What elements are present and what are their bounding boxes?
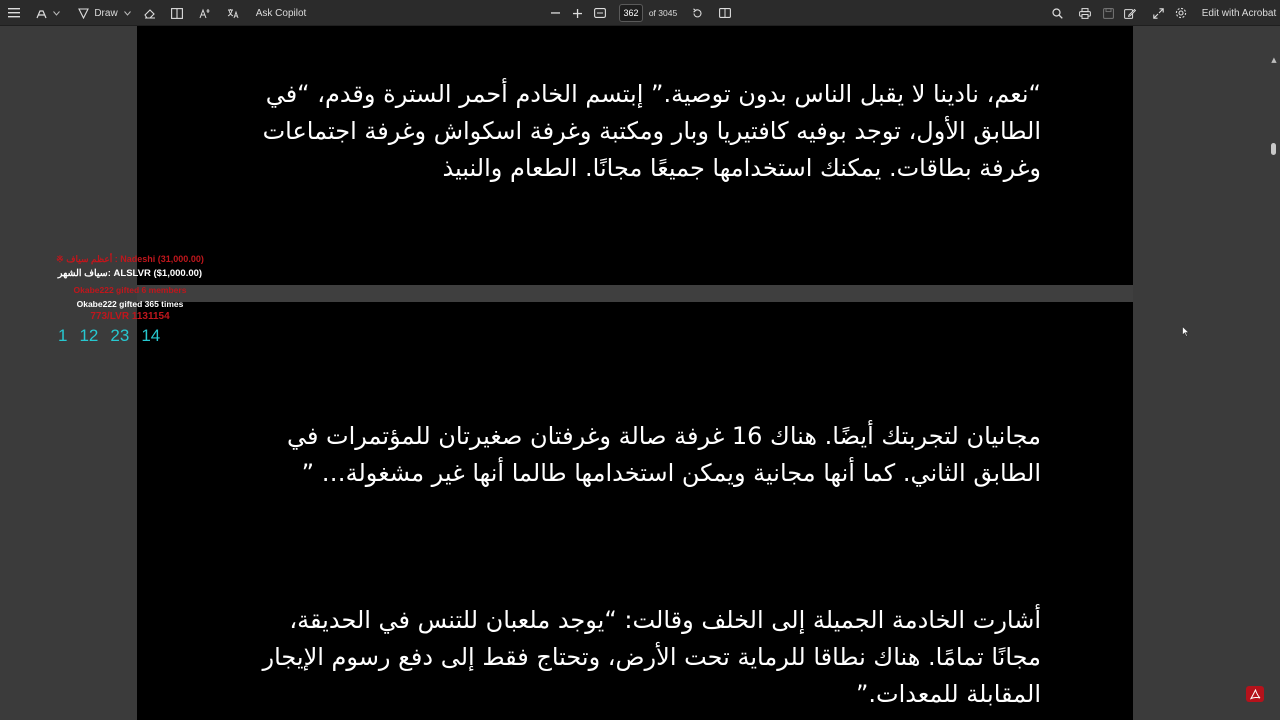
document-viewer[interactable]	[0, 26, 1280, 720]
text-box-icon[interactable]	[170, 0, 184, 26]
translate-icon[interactable]	[226, 0, 240, 26]
gear-icon[interactable]	[1174, 0, 1188, 26]
overlay-top-donor: ※ أعظم سياف : Nadeshi (31,000.00)	[56, 254, 204, 264]
mouse-cursor-icon	[1182, 322, 1190, 333]
edit-with-acrobat-button[interactable]: Edit with Acrobat	[1201, 7, 1277, 19]
eraser-icon[interactable]	[143, 0, 157, 26]
menu-icon[interactable]	[6, 0, 22, 26]
overlay-numbers	[58, 326, 160, 346]
paragraph: “نعم، نادينا لا يقبل الناس بدون توصية.” إبتسم الخادم أحمر السترة وقدم، “في الطابق الأول، توجد بوفيه كافتيريا وبار ومكتبة وغرفة اسكواش وغرفة اجتماعات وغرفة بطاقات. يمكنك استخدامها جميعًا مجانًا. الطعام والنبيذ	[262, 80, 1041, 182]
rotate-icon[interactable]	[690, 0, 704, 26]
pdf-page	[137, 26, 1133, 285]
page-number-input[interactable]: 362	[619, 4, 643, 22]
overlay-number: 23	[110, 326, 130, 345]
page-total: of 3045	[648, 8, 678, 18]
draw-button[interactable]: Draw	[94, 7, 118, 19]
save-icon[interactable]	[1101, 0, 1115, 26]
fit-page-icon[interactable]	[593, 0, 607, 26]
overlay-number: 1	[58, 326, 68, 345]
overlay-gift-line: Okabe222 gifted 6 members	[73, 285, 187, 295]
font-size-icon[interactable]	[198, 0, 212, 26]
scrollbar-thumb[interactable]	[1271, 143, 1276, 155]
acrobat-toolbar	[0, 0, 1280, 26]
zoom-out-icon[interactable]	[549, 0, 561, 26]
chevron-down-icon[interactable]	[51, 0, 61, 26]
ask-copilot-button[interactable]: Ask Copilot	[255, 7, 307, 19]
draw-icon[interactable]	[76, 0, 90, 26]
paragraph: أشارت الخادمة الجميلة إلى الخلف وقالت: “يوجد ملعبان للتنس في الحديقة، مجانًا تمامًا. هناك نطاقا للرماية تحت الأرض، وتحتاج فقط إلى دفع رسوم الإيجار المقابلة للمعدات.”	[262, 606, 1041, 708]
paragraph: مجانيان لتجربتك أيضًا. هناك 16 غرفة صالة وغرفتان صغيرتان للمؤتمرات في الطابق الثاني. كما أنها مجانية ويمكن استخدامها طالما أنها غير مشغولة… ”	[286, 422, 1041, 487]
search-icon[interactable]	[1050, 0, 1064, 26]
vertical-scrollbar[interactable]	[1268, 52, 1280, 720]
pdf-page	[137, 302, 1133, 720]
edit-page-icon[interactable]	[1123, 0, 1137, 26]
chevron-down-icon[interactable]	[122, 0, 132, 26]
highlight-icon[interactable]	[34, 0, 48, 26]
zoom-in-icon[interactable]	[571, 0, 583, 26]
print-icon[interactable]	[1078, 0, 1092, 26]
overlay-number: 14	[141, 326, 161, 345]
overlay-code: 773/LVR 1131154	[90, 311, 170, 322]
page-view-icon[interactable]	[718, 0, 732, 26]
stream-overlay	[30, 254, 230, 349]
scroll-up-icon[interactable]: ▲	[1271, 56, 1277, 64]
acrobat-logo-icon[interactable]	[1246, 686, 1264, 702]
overlay-month-donor: سياف الشهر: ALSLVR ($1,000.00)	[57, 268, 203, 279]
overlay-gift-count: Okabe222 gifted 365 times	[76, 299, 184, 309]
overlay-number: 12	[79, 326, 99, 345]
expand-icon[interactable]	[1151, 0, 1165, 26]
page-separator	[137, 285, 1133, 302]
